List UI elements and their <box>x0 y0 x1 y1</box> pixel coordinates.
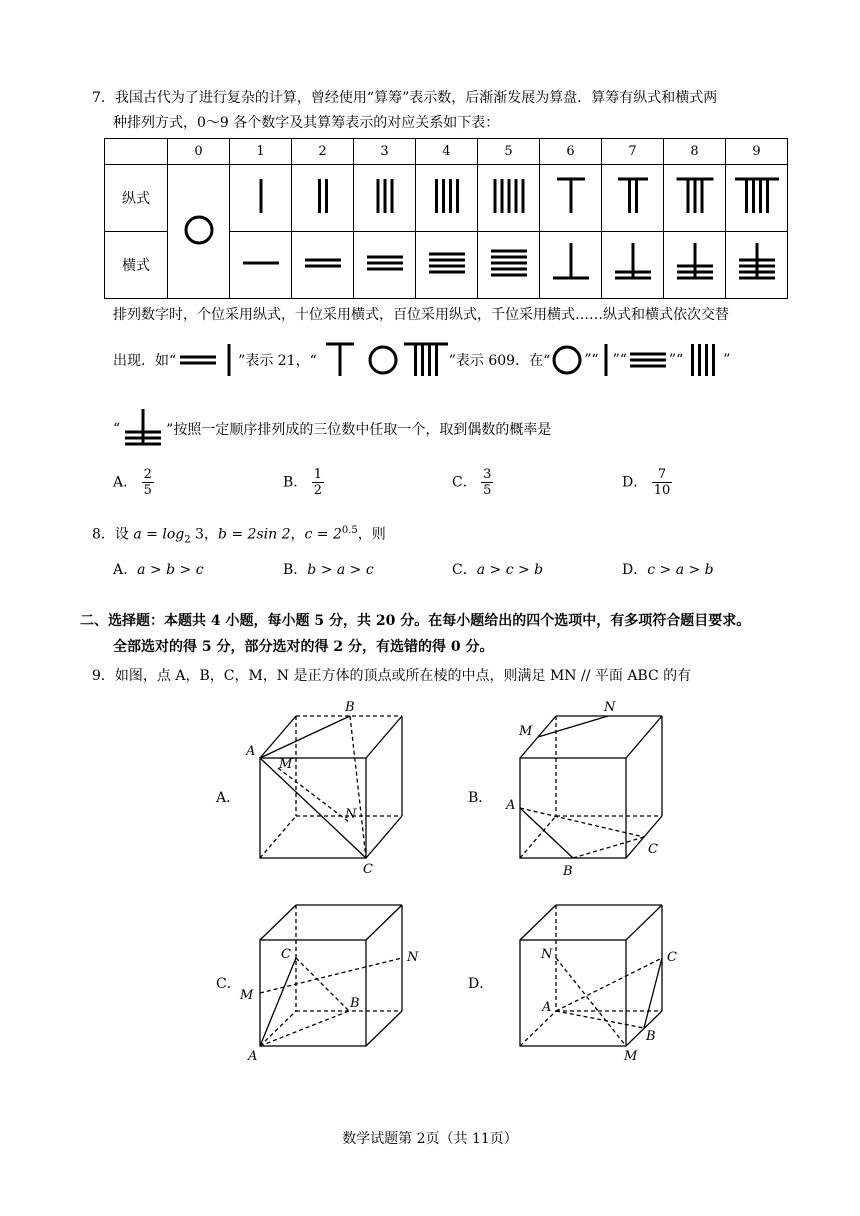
q8-a-arg: 3 <box>190 526 204 543</box>
q8-c-sup: 0.5 <box>341 525 358 536</box>
q8-c-def: c = 2 <box>304 526 342 543</box>
rod-vertical-2-icon <box>294 171 352 221</box>
cube-d-label: M <box>624 1049 638 1064</box>
q8-b-def: b = 2sin 2 <box>217 526 291 543</box>
zero-circle-icon <box>550 342 584 378</box>
q8-prefix: 8．设 <box>92 526 134 543</box>
option-fraction <box>312 467 324 498</box>
rod-vertical-5-icon <box>480 171 538 221</box>
q9-choice-b[interactable]: B． <box>468 790 493 806</box>
q7-line1: 7．我国古代为了进行复杂的计算，曾经使用“算筹”表示数，后渐渐发展为算盘．算筹有纵式和横式两 <box>92 90 718 106</box>
rod-h4 <box>416 232 478 299</box>
rod-h2 <box>292 232 354 299</box>
cube-c-label: C <box>281 947 291 962</box>
rod-horizontal-3-icon <box>356 238 414 288</box>
table-header: 9 <box>726 139 788 165</box>
option-fraction <box>142 467 154 498</box>
rod-horizontal-2-icon <box>294 238 352 288</box>
cube-d-label: C <box>667 950 677 965</box>
q7-option-c[interactable] <box>452 467 493 498</box>
q8-stem <box>92 521 386 550</box>
q8-option-c[interactable] <box>452 559 543 579</box>
rod-vertical-6-icon <box>317 342 363 378</box>
q9-stem: 9．如图，点 A，B，C，M，N 是正方体的顶点或所在棱的中点，则满足 MN // 平面 ABC 的有 <box>92 668 692 684</box>
table-header: 7 <box>602 139 664 165</box>
cube-d-label: N <box>541 947 553 962</box>
rod-vertical-9-icon <box>403 342 449 378</box>
rod-v1 <box>230 165 292 232</box>
q7-line4 <box>113 340 730 380</box>
option-label: C． <box>452 474 477 491</box>
cube-d-label: B <box>646 1029 656 1044</box>
fraction-numerator: 7 <box>652 467 673 483</box>
rod-horizontal-5-icon <box>480 238 538 288</box>
rod-horizontal-7-icon <box>604 238 662 288</box>
q7-line4-text: ” <box>723 352 731 368</box>
table-header: 0 <box>168 139 230 165</box>
option-text: c > a > b <box>647 562 714 578</box>
rod-h5 <box>478 232 540 299</box>
cube-a-label: N <box>345 807 357 822</box>
fraction-denominator: 5 <box>483 483 492 498</box>
q7-line4-text: ”表示 609．在“ <box>448 353 551 369</box>
rod-vertical-1-icon <box>599 342 613 378</box>
q9-choice-c[interactable]: C． <box>216 976 241 992</box>
q8-option-a[interactable] <box>113 559 204 579</box>
rod-v8 <box>664 165 726 232</box>
q7-line4-text: 出现．如“ <box>113 353 177 369</box>
rod-numeral-table <box>104 138 788 299</box>
rod-v9 <box>726 165 788 232</box>
cube-b-label: B <box>563 864 573 879</box>
rod-vertical-4-icon <box>418 171 476 221</box>
rod-zero-cell <box>168 165 230 299</box>
q7-line3: 排列数字时，个位采用纵式，十位采用横式，百位采用纵式，千位采用横式……纵式和横式依次交替 <box>113 307 729 323</box>
rod-vertical-4-icon <box>683 342 723 378</box>
rod-vertical-3-icon <box>356 171 414 221</box>
option-fraction <box>481 467 493 498</box>
cube-c-label: A <box>248 1049 258 1064</box>
q8-a-sub: 2 <box>184 534 191 546</box>
q7-line4-text: ”“ <box>668 352 684 368</box>
rod-vertical-9-icon <box>728 171 786 221</box>
rod-v4 <box>416 165 478 232</box>
table-header: 1 <box>230 139 292 165</box>
option-text: a > c > b <box>476 562 544 578</box>
table-header: 4 <box>416 139 478 165</box>
cube-c-label: B <box>350 996 360 1011</box>
fraction-denominator: 2 <box>313 483 323 498</box>
fraction-denominator: 10 <box>653 483 671 498</box>
rod-vertical-8-icon <box>666 171 724 221</box>
option-label: C． <box>452 562 477 578</box>
rod-horizontal-6-icon <box>542 238 600 288</box>
q9-choice-d[interactable]: D． <box>468 976 494 992</box>
section2-scoring: 全部选对的得 5 分，部分选对的得 2 分，有选错的得 0 分。 <box>113 639 494 655</box>
cube-d-label: A <box>542 1000 552 1015</box>
rod-v3 <box>354 165 416 232</box>
rod-v5 <box>478 165 540 232</box>
cube-figure-c <box>240 895 420 1065</box>
rod-h8 <box>664 232 726 299</box>
q7-line5 <box>113 403 551 455</box>
rod-h3 <box>354 232 416 299</box>
fraction-numerator: 3 <box>483 467 492 482</box>
fraction-numerator: 1 <box>313 467 323 482</box>
cube-figure-a <box>240 700 420 890</box>
cube-c-label: M <box>240 988 254 1003</box>
fraction-numerator: 2 <box>143 467 152 482</box>
q7-option-d[interactable] <box>622 467 672 498</box>
rod-vertical-7-icon <box>604 171 662 221</box>
q7-option-b[interactable] <box>283 467 324 498</box>
q7-line4-text: ”表示 21，“ <box>238 353 317 369</box>
option-fraction <box>652 467 673 498</box>
rod-h9 <box>726 232 788 299</box>
row-label-horizontal: 横式 <box>105 232 168 299</box>
rod-horizontal-2-icon <box>176 342 220 378</box>
q7-line2: 种排列方式，0～9 各个数字及其算筹表示的对应关系如下表： <box>113 115 500 131</box>
option-label: B． <box>283 562 308 578</box>
rod-h7 <box>602 232 664 299</box>
q7-option-a[interactable] <box>113 467 154 498</box>
option-label: D． <box>622 474 648 491</box>
cube-a-label: B <box>345 700 355 715</box>
rod-h6 <box>540 232 602 299</box>
rod-vertical-6-icon <box>542 171 600 221</box>
q8-option-d[interactable] <box>622 559 714 579</box>
rod-horizontal-8-icon <box>120 404 166 454</box>
cube-a-label: A <box>246 744 256 759</box>
rod-vertical-1-icon <box>232 171 290 221</box>
rod-horizontal-1-icon <box>232 238 290 288</box>
cube-b-label: M <box>519 724 533 739</box>
option-text: b > a > c <box>307 562 374 578</box>
rod-horizontal-3-icon <box>627 342 669 378</box>
option-label: A． <box>113 562 138 578</box>
q8-suffix: ，则 <box>357 526 386 543</box>
rod-v6 <box>540 165 602 232</box>
section2-heading: 二、选择题：本题共 4 小题，每小题 5 分，共 20 分。在每小题给出的四个选项中，有多项符合题目要求。 <box>80 613 751 629</box>
cube-a-label: M <box>279 757 293 772</box>
table-header: 8 <box>664 139 726 165</box>
q8-a-def: a = log <box>133 526 185 543</box>
q9-choice-a[interactable]: A． <box>216 790 241 806</box>
q7-line5-text: ”按照一定顺序排列成的三位数中任取一个，取到偶数的概率是 <box>166 422 552 438</box>
row-label-vertical: 纵式 <box>105 165 168 232</box>
option-label: B． <box>283 474 308 491</box>
option-text: a > b > c <box>137 562 204 578</box>
cube-b-label: C <box>648 842 658 857</box>
zero-circle-icon <box>363 342 403 378</box>
cube-c-label: N <box>407 950 419 965</box>
rod-vertical-1-icon <box>220 342 238 378</box>
cube-a-label: C <box>363 862 373 877</box>
rod-horizontal-9-icon <box>728 238 786 288</box>
page-footer: 数学试题第 2页（共 11页） <box>342 1131 518 1147</box>
q7-line4-text: ”“ <box>612 352 627 368</box>
table-header: 6 <box>540 139 602 165</box>
table-header: 3 <box>354 139 416 165</box>
fraction-denominator: 5 <box>143 483 152 498</box>
cube-b-label: N <box>604 700 616 715</box>
rod-horizontal-8-icon <box>666 238 724 288</box>
table-header: 2 <box>292 139 354 165</box>
q7-line4-text: ”“ <box>584 352 599 368</box>
option-label: D． <box>622 562 648 578</box>
q8-option-b[interactable] <box>283 559 374 579</box>
table-header: 5 <box>478 139 540 165</box>
rod-v2 <box>292 165 354 232</box>
option-label: A． <box>113 474 138 491</box>
q8-sep: ， <box>290 526 305 543</box>
q8-sep: ， <box>203 526 218 543</box>
table-corner <box>105 139 168 165</box>
q7-line5-text: “ <box>113 421 121 437</box>
rod-horizontal-4-icon <box>418 238 476 288</box>
rod-v7 <box>602 165 664 232</box>
rod-h1 <box>230 232 292 299</box>
cube-b-label: A <box>506 798 516 813</box>
zero-circle-icon <box>179 210 219 250</box>
